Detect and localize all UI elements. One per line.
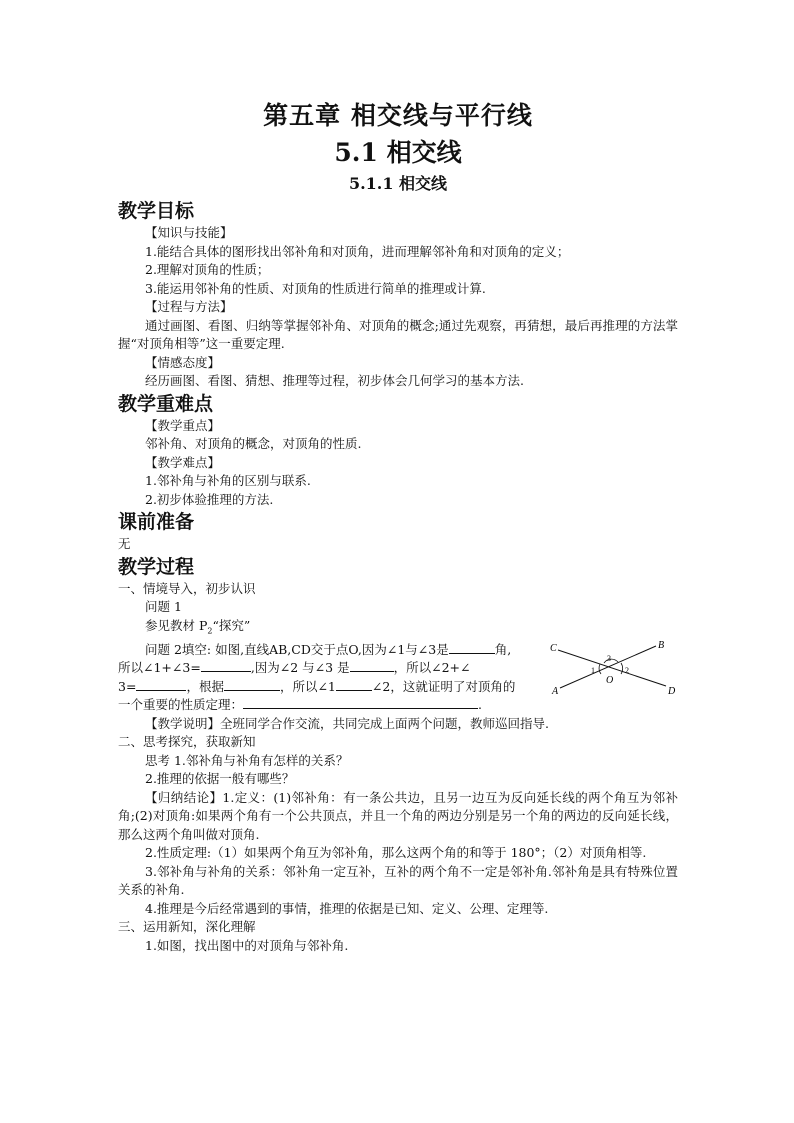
blank-1[interactable] xyxy=(449,641,495,654)
label-b: B xyxy=(658,640,665,651)
question-2-line-4 xyxy=(118,696,678,715)
section-title: 5.1 相交线 xyxy=(334,138,462,167)
emotion-text: 经历画图、看图、猜想、推理等过程，初步体会几何学习的基本方法. xyxy=(145,373,524,388)
reasoning-text: 4.推理是今后经常遇到的事情，推理的依据是已知、定义、公理、定理等. xyxy=(145,900,549,916)
q2-part-h: ，所以∠1 xyxy=(279,678,336,694)
label-c: C xyxy=(550,643,557,654)
q2-part-k: . xyxy=(478,697,482,712)
question-1: 问题 1 xyxy=(145,599,182,614)
knowledge-item-1: 1.能结合具体的图形找出邻补角和对顶角，进而理解邻补角和对顶角的定义； xyxy=(145,243,570,259)
exercise-1: 1.如图，找出图中的对顶角与邻补角. xyxy=(145,937,349,953)
blank-4[interactable] xyxy=(136,678,186,691)
knowledge-item-3: 3.能运用邻补角的性质、对顶角的性质进行简单的推理或计算. xyxy=(145,280,486,296)
key-points-heading: 教学重难点 xyxy=(118,392,214,415)
intersecting-lines-figure xyxy=(548,636,678,696)
subsection-title: 5.1.1 相交线 xyxy=(348,174,448,193)
label-angle-2: 2 xyxy=(625,666,629,675)
q2-part-g: ，根据 xyxy=(186,678,224,694)
q2-part-d: ,因为∠2 与∠3 是 xyxy=(250,660,350,675)
q1-text-b: “探究” xyxy=(212,617,251,633)
difficulty-item-2: 2.初步体验推理的方法. xyxy=(145,491,274,507)
part3-title: 三、运用新知，深化理解 xyxy=(118,919,256,934)
q2-part-f: 3= xyxy=(118,678,137,694)
label-angle-3: 3 xyxy=(607,654,611,663)
q2-part-e: ，所以∠2+∠ xyxy=(393,660,471,675)
blank-2[interactable] xyxy=(201,659,251,672)
process-tag: 【过程与方法】 xyxy=(145,299,233,314)
q2-part-j: 一个重要的性质定理： xyxy=(118,697,244,712)
angle-1-arc xyxy=(599,664,601,674)
prep-heading: 课前准备 xyxy=(118,511,195,533)
process-text: 通过画图、看图、归纳等掌握邻补角、对顶角的概念;通过先观察，再猜想，最后再推理的方法掌握“对顶角相等”这一重要定理. xyxy=(118,317,678,351)
document-page xyxy=(118,96,678,955)
think-2: 2.推理的依据一般有哪些？ xyxy=(145,771,295,786)
q2-part-a: 问题 2填空: 如图,直线AB,CD交于点O,因为∠1与∠3是 xyxy=(145,641,449,657)
teaching-note: 【教学说明】全班同学合作交流，共同完成上面两个问题，教师巡回指导. xyxy=(145,715,549,731)
q1-page-sub: 2 xyxy=(207,626,213,635)
blank-6[interactable] xyxy=(336,678,372,691)
prep-text: 无 xyxy=(118,536,131,551)
process-heading: 教学过程 xyxy=(118,555,195,578)
part1-title: 一、情境导入，初步认识 xyxy=(118,580,256,596)
think-1: 思考 1.邻补角与补角有怎样的关系？ xyxy=(145,752,349,768)
label-angle-1: 1 xyxy=(591,666,595,675)
q1-text-a: 参见教材 P xyxy=(145,617,208,633)
blank-3[interactable] xyxy=(350,659,394,672)
focus-tag: 【教学重点】 xyxy=(145,417,221,433)
difficulty-tag: 【教学难点】 xyxy=(145,454,221,470)
q2-part-i: ∠2，这就证明了对顶角的 xyxy=(371,678,516,694)
label-d: D xyxy=(668,686,676,696)
q2-part-c: 所以∠1+∠3= xyxy=(118,660,201,675)
knowledge-tag: 【知识与技能】 xyxy=(145,225,233,240)
focus-text: 邻补角、对顶角的概念，对顶角的性质. xyxy=(145,436,362,451)
chapter-title: 第五章 相交线与平行线 xyxy=(263,101,533,130)
emotion-tag: 【情感态度】 xyxy=(145,354,221,370)
knowledge-item-2: 2.理解对顶角的性质； xyxy=(145,262,270,277)
part2-title: 二、思考探究，获取新知 xyxy=(118,734,256,749)
relation-text: 3.邻补角与补角的关系：邻补角一定互补，互补的两个角不一定是邻补角.邻补角是具有特殊位置关系的补角. xyxy=(118,863,678,897)
q2-part-b: 角, xyxy=(494,641,512,657)
conclusion-text: 【归纳结论】1.定义：(1)邻补角：有一条公共边，且另一边互为反向延长线的两个角互为邻补角;(2)对顶角:如果两个角有一个公共顶点，并且一个角的两边分别是另一个角的两边的反向延长线，那么这两个角叫做对顶角. xyxy=(118,789,678,842)
label-o: O xyxy=(606,675,614,686)
difficulty-item-1: 1.邻补角与补角的区别与联系. xyxy=(145,473,311,488)
blank-7[interactable] xyxy=(243,696,478,709)
goals-heading: 教学目标 xyxy=(118,200,195,222)
label-a: A xyxy=(552,686,559,696)
blank-5[interactable] xyxy=(224,678,280,691)
angle-2-arc xyxy=(621,663,623,674)
theorem-text: 2.性质定理:（1）如果两个角互为邻补角，那么这两个角的和等于 180°；（2）对顶角相等. xyxy=(145,845,647,860)
